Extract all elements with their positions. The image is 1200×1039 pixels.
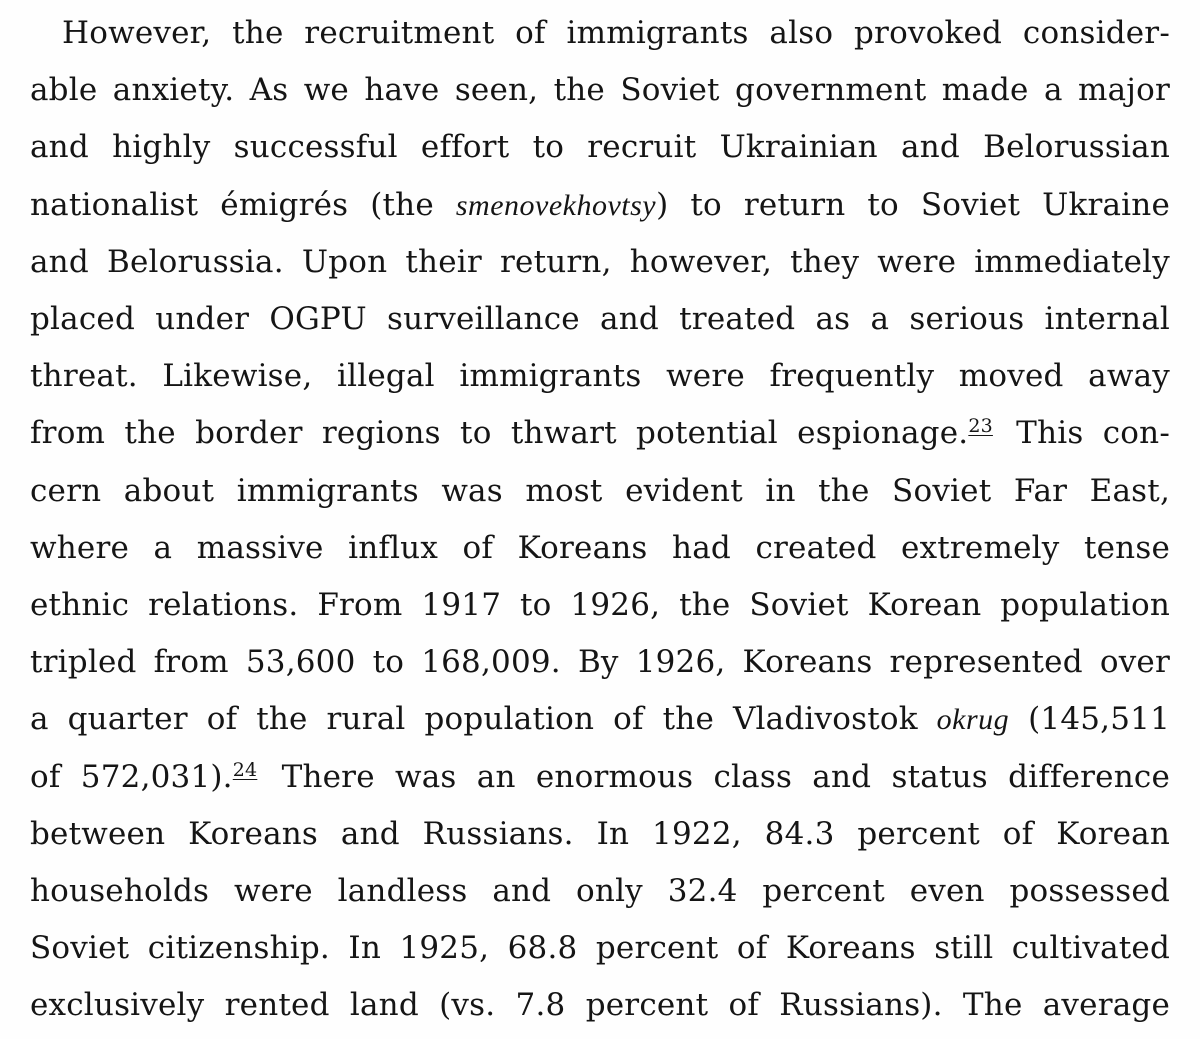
text-line (30, 519, 1170, 577)
text-segment: nationalist émigrés (the (30, 186, 456, 223)
text-line (30, 176, 1170, 234)
footnote-link[interactable]: 24 (232, 758, 258, 781)
text-segment: between Koreans and Russians. In 1922, 84.3 percent of Korean (30, 815, 1170, 852)
text-segment: households were landless and only 32.4 percent even possessed (30, 873, 1170, 909)
italic-term: okrug (936, 703, 1010, 737)
text-line (30, 919, 1170, 977)
text-line (30, 61, 1170, 119)
text-segment: threat. Likewise, illegal immigrants were frequently moved away (30, 358, 1170, 395)
text-line (30, 862, 1170, 920)
text-line (30, 347, 1170, 405)
text-segment: ethnic relations. From 1917 to 1926, the Soviet Korean population (30, 587, 1170, 623)
text-segment: from the border regions to thwart potential espionage. (30, 415, 969, 452)
text-line (30, 690, 1170, 748)
text-segment: There was an enormous class and status difference (261, 758, 1170, 795)
text-segment: of 572,031). (30, 758, 233, 795)
text-segment: a quarter of the rural population of the Vladivostok (30, 701, 937, 738)
text-line (30, 633, 1170, 691)
text-segment: placed under OGPU surveillance and treated as a serious internal (30, 301, 1170, 337)
text-line (30, 290, 1170, 348)
text-segment: where a massive influx of Koreans had created extremely tense (30, 529, 1170, 566)
text-segment: and Belorussia. Upon their return, however, they were immediately (30, 243, 1170, 280)
text-segment: and highly successful effort to recruit Ukrainian and Belorussian (30, 129, 1170, 166)
text-segment: able anxiety. As we have seen, the Soviet government made a major (30, 72, 1170, 109)
text-line (30, 805, 1170, 863)
text-line (30, 976, 1170, 1034)
text-segment: (145,511 (1009, 701, 1170, 738)
text-segment: However, the recruitment of immigrants also provoked consider- (62, 15, 1170, 51)
text-line (30, 404, 1170, 462)
footnote-link[interactable]: 23 (968, 415, 993, 438)
text-line (62, 4, 1170, 62)
text-line (30, 462, 1170, 520)
text-line (30, 118, 1170, 176)
text-line (30, 748, 1170, 806)
text-line (30, 576, 1170, 634)
italic-term: smenovekhovtsy (455, 188, 657, 222)
text-segment: Soviet citizenship. In 1925, 68.8 percent of Koreans still cultivated (30, 930, 1170, 967)
text-segment: exclusively rented land (vs. 7.8 percent of Russians). The average (30, 987, 1170, 1024)
text-segment: ) to return to Soviet Ukraine (656, 186, 1170, 223)
text-segment: This con- (996, 415, 1170, 452)
text-segment: tripled from 53,600 to 168,009. By 1926, Koreans represented over (30, 644, 1170, 681)
text-line (30, 233, 1170, 291)
text-segment: cern about immigrants was most evident in the Soviet Far East, (30, 472, 1170, 509)
